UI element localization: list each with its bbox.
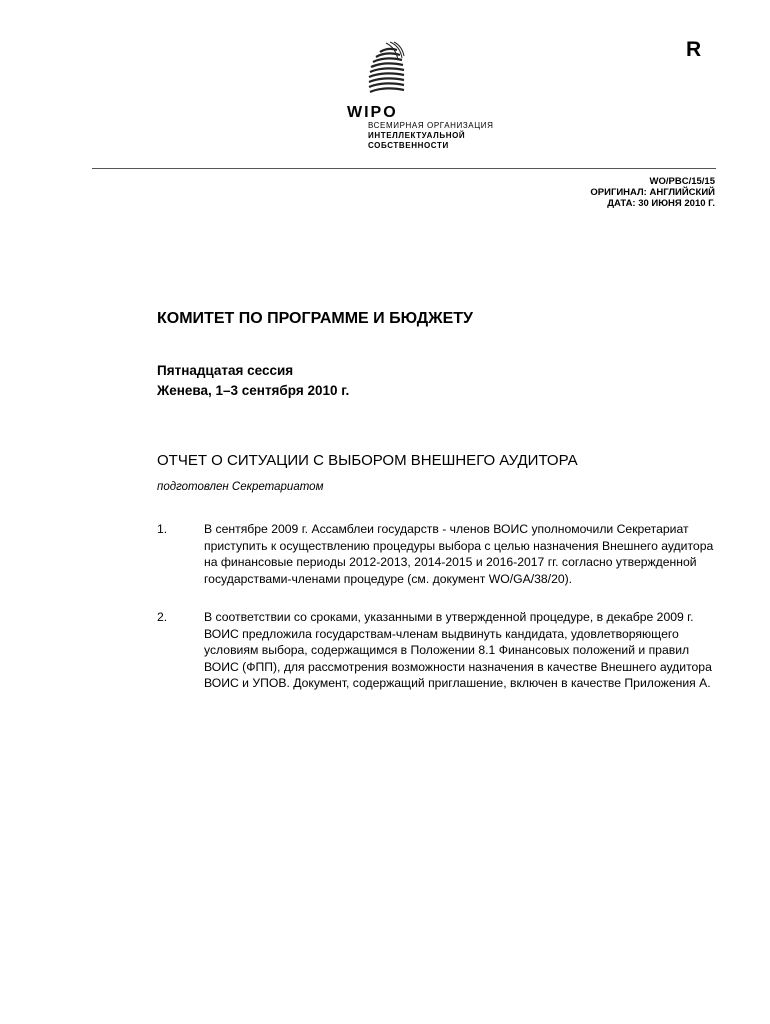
session-name: Пятнадцатая сессия [157,363,294,378]
doc-date: ДАТА: 30 ИЮНЯ 2010 Г. [607,198,715,209]
session-location: Женева, 1–3 сентября 2010 г. [157,383,350,398]
header-divider [92,168,716,169]
doc-symbol: WO/PBC/15/15 [649,176,715,187]
language-code: R [686,38,702,61]
logo-line-3: СОБСТВЕННОСТИ [368,141,449,150]
session-info [157,361,349,401]
wipo-organization-name [368,121,493,151]
logo-line-2: ИНТЕЛЛЕКТУАЛЬНОЙ [368,131,466,140]
paragraph-number: 2. [157,610,168,624]
paragraph-2 [157,609,717,692]
original-language: ОРИГИНАЛ: АНГЛИЙСКИЙ [590,187,715,198]
wipo-wordmark: WIPO [347,104,398,121]
committee-name: КОМИТЕТ ПО ПРОГРАММЕ И БЮДЖЕТУ [157,310,473,327]
logo-line-1: ВСЕМИРНАЯ ОРГАНИЗАЦИЯ [368,121,494,130]
document-title: ОТЧЕТ О СИТУАЦИИ С ВЫБОРОМ ВНЕШНЕГО АУДИТОРА [157,452,578,469]
paragraph-number: 1. [157,522,168,536]
wipo-logo-icon [364,40,410,104]
paragraph-text: В соответствии со сроками, указанными в утвержденной процедуре, в декабре 2009 г. ВОИС предложила государствам-членам выдвинуть кандидата, удовлетворяющего условиям выбора, содержащимся в Положении 8.1 Финансовых положений и правил ВОИС (ФПП), для рассмотрения возможности назначения в качестве Внешнего аудитора ВОИС и УПОВ. Документ, содержащий приглашение, включен в качестве Приложения А. [204,610,712,690]
document-meta [590,176,715,209]
paragraph-text: В сентябре 2009 г. Ассамблеи государств - членов ВОИС уполномочили Секретариат приступить к осуществлению процедуры выбора с целью назначения Внешнего аудитора на финансовые периоды 2012-2013, 2014-2015 и 2016-2017 гг. согласно утвержденной государствами-членами процедуре (см. документ WO/GA/38/20). [204,522,714,586]
prepared-by: подготовлен Секретариатом [157,481,324,493]
paragraph-1 [157,521,717,587]
